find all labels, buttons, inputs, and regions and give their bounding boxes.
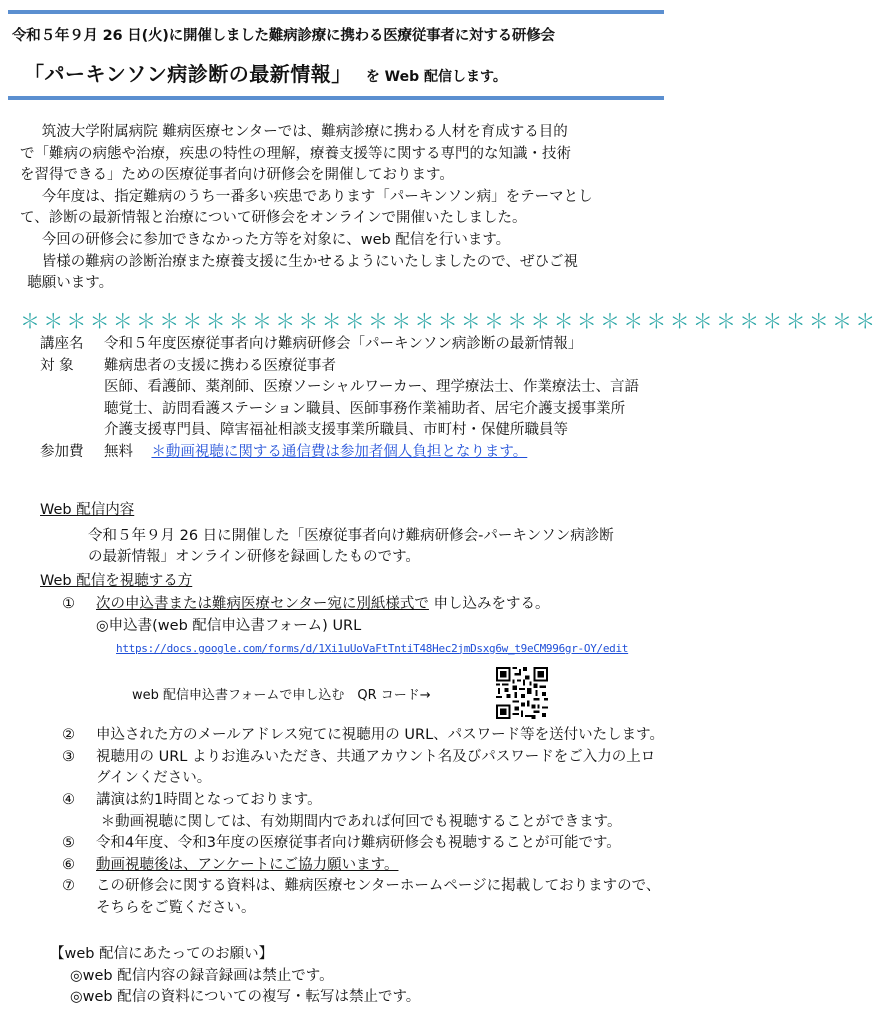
step-4-l1: 講演は約1時間となっております。	[96, 791, 322, 808]
header-title-row	[24, 58, 664, 87]
step-text: 申込された方のメールアドレス宛てに視聴用の URL、パスワード等を送付いたします。	[96, 727, 664, 744]
intro-p2-l1: 今年度は、指定難病のうち一番多い疾患であります「パーキンソン病」をテーマとし	[41, 188, 593, 205]
step-text	[96, 876, 670, 919]
notes-section	[40, 944, 670, 1009]
target-label: 対 象	[40, 357, 74, 374]
note-1: ◎web 配信内容の録音録画は禁止です。	[70, 967, 334, 984]
step-text	[96, 790, 670, 833]
step-7-l2: そちらをご覧ください。	[96, 899, 256, 916]
top-divider	[8, 10, 664, 14]
fee-value: 無料	[104, 443, 133, 460]
note-2: ◎web 配信の資料についての複写・転写は禁止です。	[70, 989, 421, 1006]
step-3-l1: 視聴用の URL よりお進みいただき、共通アカウント名及びパスワードをご入力の上ロ	[96, 748, 656, 765]
intro-section	[20, 122, 670, 295]
fee-label: 参加費	[40, 443, 84, 460]
form-url-label: ◎申込書(web 配信申込書フォーム) URL	[96, 617, 362, 634]
step-6	[40, 855, 670, 877]
step-text	[96, 594, 670, 616]
web-content-l1: 令和５年９月 26 日に開催した「医療従事者向け難病研修会-パーキンソン病診断	[88, 527, 614, 544]
target-detail-l4: 介護支援専門員、障害福祉相談支援事業所職員、市町村・保健所職員等	[104, 422, 568, 439]
step-3-l2: グインください。	[96, 770, 212, 787]
step-4-note: ＊動画視聴に関しては、有効期間内であれば何回でも視聴することができます。	[100, 813, 622, 830]
intro-p4-l1: 皆様の難病の診断治療また療養支援に生かせるようにいたしましたので、ぜひご視	[41, 253, 578, 270]
step-7-l1: この研修会に関する資料は、難病医療センターホームページに掲載しておりますので、	[96, 878, 661, 895]
intro-p1-l3: を習得できる」ための医療従事者向け研修会を開催しております。	[20, 167, 454, 184]
intro-p1-l2: で「難病の病態や治療，疾患の特性の理解，療養支援等に関する専門的な知識・技術	[20, 145, 571, 162]
star-divider: ＊＊＊＊＊＊＊＊＊＊＊＊＊＊＊＊＊＊＊＊＊＊＊＊＊＊＊＊＊＊＊＊＊＊＊＊＊	[20, 309, 878, 333]
page-title: 「パーキンソン病診断の最新情報」	[24, 62, 352, 86]
step-1-underlined: 次の申込書または難病医療センター宛に別紙様式で	[96, 596, 429, 613]
fee-value-wrap	[104, 442, 668, 464]
step-4	[40, 790, 670, 833]
step-number: ②	[62, 727, 75, 744]
header-subtitle: 令和５年９月 26 日(火)に開催しました難病診療に携わる医療従事者に対する研修会	[12, 28, 555, 44]
step-5	[40, 833, 670, 855]
notes-heading: 【web 配信にあたってのお願い】	[50, 946, 274, 962]
step-1-rest: 申し込みをする。	[428, 596, 550, 613]
step-number: ④	[62, 791, 75, 808]
web-content-heading: Web 配信内容	[40, 502, 135, 518]
web-howto-heading: Web 配信を視聴する方	[40, 572, 193, 589]
fee-note: ＊動画視聴に関する通信費は参加者個人負担となります。	[151, 443, 528, 460]
qr-caption: web 配信申込書フォームで申し込む QR コード→	[132, 688, 431, 704]
target-detail-l2: 医師、看護師、薬剤師、医療ソーシャルワーカー、理学療法士、作業療法士、言語	[104, 379, 640, 396]
fee-row	[40, 442, 668, 464]
step-number: ⑥	[62, 856, 75, 873]
course-label: 講座名	[40, 336, 84, 352]
intro-p1-l1: 筑波大学附属病院 難病医療センターでは、難病診療に携わる人材を育成する目的	[41, 124, 568, 140]
step-text: 動画視聴後は、アンケートにご協力願います。	[96, 856, 399, 873]
target-value: 難病患者の支援に携わる医療従事者	[104, 357, 336, 374]
step-number: ⑦	[62, 878, 75, 895]
form-url-link[interactable]: https://docs.google.com/forms/d/1Xi1uUoVaFtTntiT48Hec2jmDsxg6w_t9eCM996gr-OY/edit	[116, 641, 629, 655]
target-detail-l3: 聴覚士、訪問看護ステーション職員、医師事務作業補助者、居宅介護支援事業所	[104, 400, 626, 417]
step-7	[40, 876, 670, 919]
step-text: 令和4年度、令和3年度の医療従事者向け難病研修会も視聴することが可能です。	[96, 835, 621, 852]
qr-code-icon[interactable]	[496, 667, 548, 719]
web-section	[40, 500, 670, 920]
step-3	[40, 747, 670, 790]
qr-row	[40, 665, 670, 725]
intro-p2-l2: て、診断の最新情報と治療について研修会をオンラインで開催いたしました。	[20, 210, 527, 227]
bottom-divider	[8, 96, 664, 100]
target-row	[40, 356, 668, 378]
course-value: 令和５年度医療従事者向け難病研修会「パーキンソン病診断の最新情報」	[104, 336, 583, 352]
step-number: ①	[62, 596, 75, 613]
step-text	[96, 747, 670, 790]
web-content-l2: の最新情報」オンライン研修を録画したものです。	[88, 549, 420, 566]
course-row	[40, 334, 668, 356]
web-content-desc	[40, 526, 670, 569]
step-number: ③	[62, 748, 75, 765]
step-2	[40, 725, 670, 747]
course-info	[40, 334, 668, 464]
step-number: ⑤	[62, 835, 75, 852]
steps-list	[40, 594, 670, 919]
intro-p4-l2: 聴願います。	[27, 275, 114, 292]
intro-p3: 今回の研修会に参加できなかった方等を対象に、web 配信を行います。	[41, 231, 511, 248]
step-1	[40, 594, 670, 616]
title-suffix: を Web 配信します。	[365, 69, 507, 85]
